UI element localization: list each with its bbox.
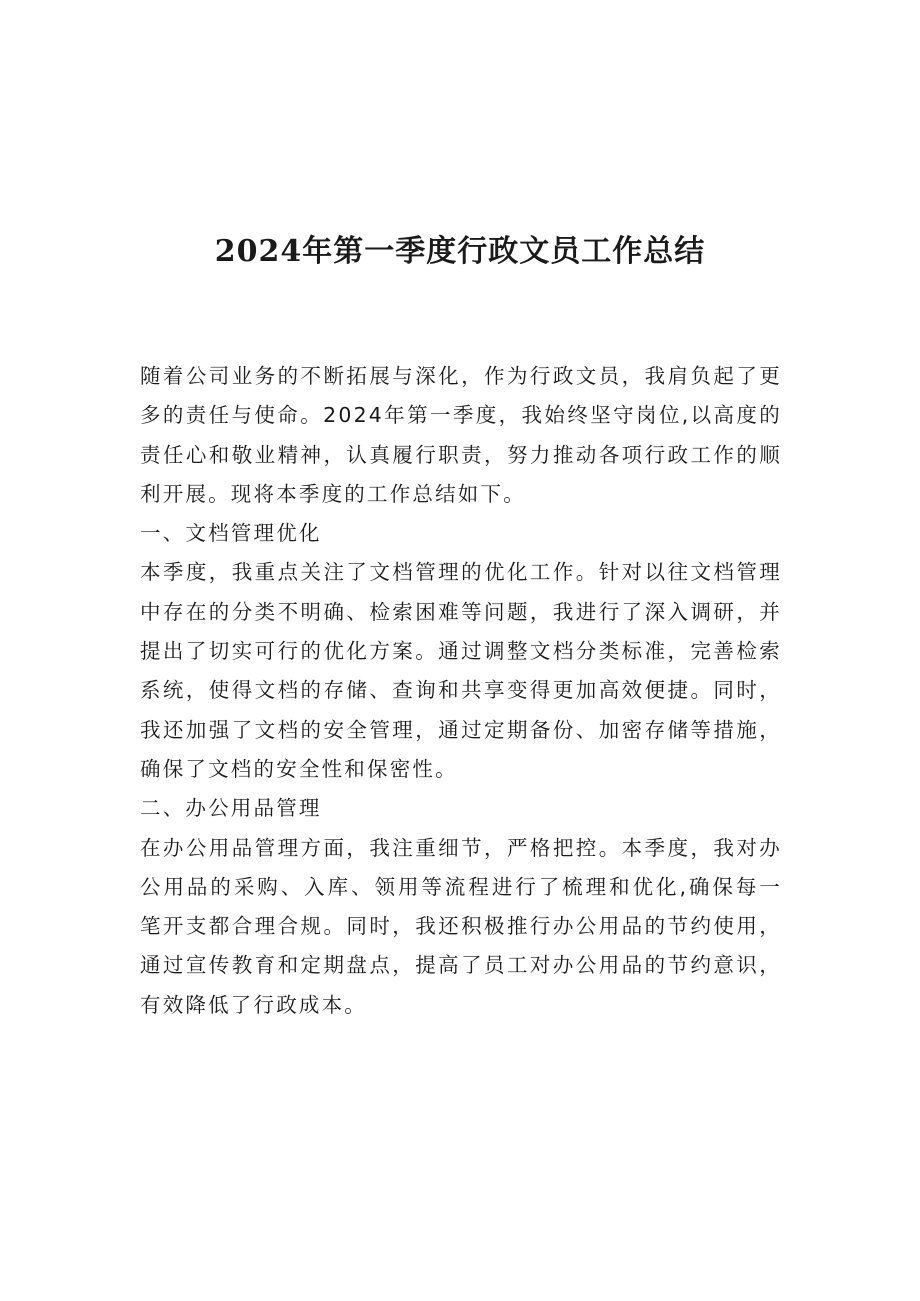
intro-paragraph: 随着公司业务的不断拓展与深化，作为行政文员，我肩负起了更多的责任与使命。2024年第一季度，我始终坚守岗位,以高度的责任心和敬业精神，认真履行职责，努力推动各项行政工作的顺利开展。现将本季度的工作总结如下。 bbox=[140, 364, 782, 506]
document-title: 2024年第一季度行政文员工作总结 bbox=[214, 234, 706, 269]
section-heading-document-management: 一、文档管理优化 bbox=[140, 521, 322, 546]
section-body-document-management: 本季度，我重点关注了文档管理的优化工作。针对以往文档管理中存在的分类不明确、检索困难等问题，我进行了深入调研，并提出了切实可行的优化方案。通过调整文档分类标准，完善检索系统，使得文档的存储、查询和共享变得更加高效便捷。同时，我还加强了文档的安全管理，通过定期备份、加密存储等措施，确保了文档的安全性和保密性。 bbox=[140, 560, 782, 781]
section-heading-office-supplies: 二、办公用品管理 bbox=[140, 796, 322, 821]
section-body-office-supplies: 在办公用品管理方面，我注重细节，严格把控。本季度，我对办公用品的采购、入库、领用等流程进行了梳理和优化,确保每一笔开支都合理合规。同时，我还积极推行办公用品的节约使用，通过宣传教育和定期盘点，提高了员工对办公用品的节约意识，有效降低了行政成本。 bbox=[140, 835, 782, 1017]
document-body bbox=[140, 357, 782, 1025]
